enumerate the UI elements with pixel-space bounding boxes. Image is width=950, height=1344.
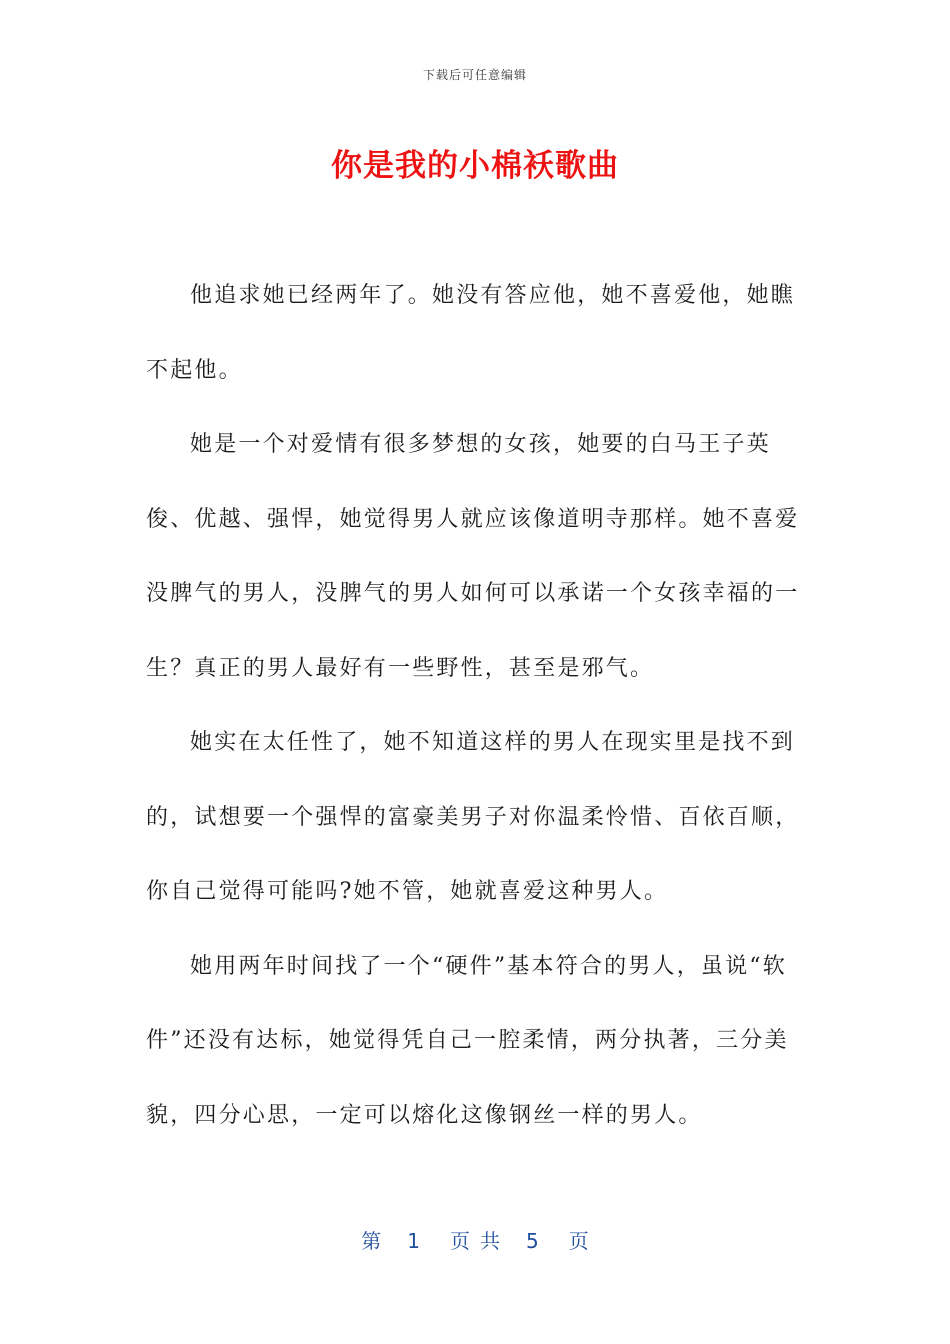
- total-label: 共: [480, 1229, 500, 1253]
- total-suffix: 页: [568, 1229, 589, 1253]
- document-title: 你是我的小棉袄歌曲: [331, 148, 619, 184]
- paragraph: 他追求她已经两年了。她没有答应他，她不喜爱他，她瞧不起他。: [146, 283, 796, 383]
- paragraph: 她是一个对爱情有很多梦想的女孩，她要的白马王子英俊、优越、强悍，她觉得男人就应该像道明寺那样。她不喜爱没脾气的男人，没脾气的男人如何可以承诺一个女孩幸福的一生？真正的男人最好有一些野性，甚至是邪气。: [146, 432, 800, 681]
- page-footer: [0, 1225, 950, 1254]
- page-suffix: 页: [450, 1229, 470, 1253]
- paragraph: 她用两年时间找了一个“硬件”基本符合的男人，虽说“软件”还没有达标，她觉得凭自己一腔柔情，两分执著，三分美貌，四分心思，一定可以熔化这像钢丝一样的男人。: [146, 953, 789, 1128]
- page-label: 第: [361, 1229, 382, 1253]
- document-body: [146, 259, 811, 1153]
- header-note: 下载后可任意编辑: [422, 68, 527, 82]
- current-page-number: 1: [407, 1229, 420, 1253]
- total-pages-number: 5: [526, 1229, 539, 1253]
- paragraph: 她实在太任性了，她不知道这样的男人在现实里是找不到的，试想要一个强悍的富豪美男子对你温柔怜惜、百依百顺，你自己觉得可能吗?她不管，她就喜爱这种男人。: [146, 730, 800, 904]
